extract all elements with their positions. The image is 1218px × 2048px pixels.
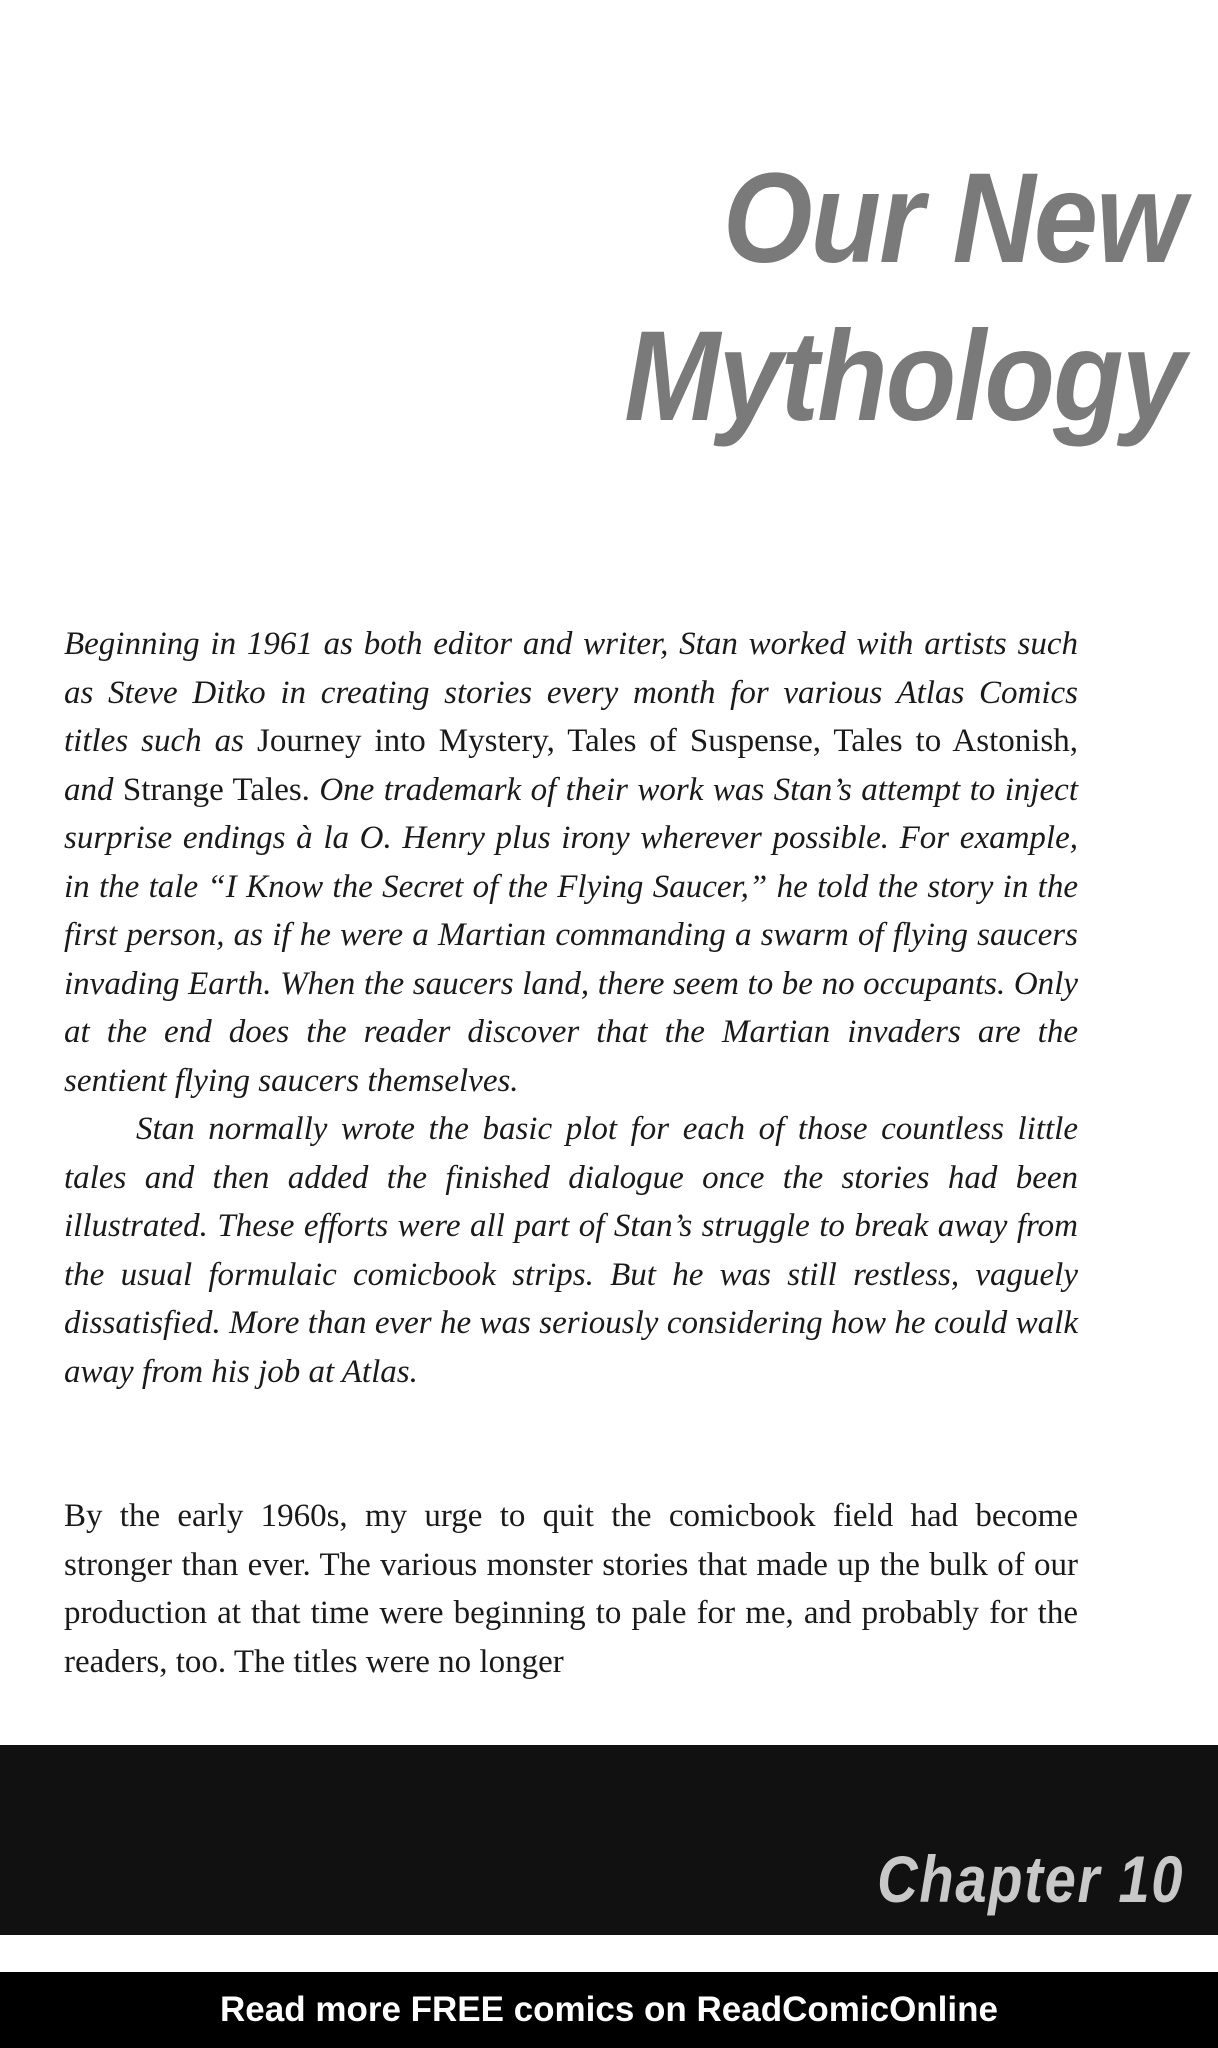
intro-titles-2: Strange Tales. bbox=[122, 771, 310, 808]
intro-text-c: One trademark of their work was Stan’s attempt to inject surprise endings à la O. Henry plus irony wherever possible. For example, in the tale “I Know the Secret of the Flying Saucer,” he told the story in the first person, as if he were a Martian commanding a swarm of flying saucers invading Earth. When the saucers land, there seem to be no occupants. Only at the end does the reader discover that the Martian invaders are the sentient flying saucers themselves. bbox=[64, 771, 1078, 1099]
main-paragraph-1: By the early 1960s, my urge to quit the comicbook field had become stronger than ever. The various monster stories that made up the bulk of our production at that time were beginning to pale for me, and probably for the readers, too. The titles were no longer bbox=[64, 1498, 1078, 1680]
intro-paragraph-2: Stan normally wrote the basic plot for each of those countless little tales and then added the finished dialogue once the stories had been illustrated. These efforts were all part of Stan’s struggle to break away from the usual formulaic comicbook strips. But he was still restless, vaguely dissatisfied. More than ever he was seriously considering how he could walk away from his job at Atlas. bbox=[64, 1111, 1078, 1390]
promo-footer-text[interactable]: Read more FREE comics on ReadComicOnline bbox=[220, 1990, 998, 2029]
chapter-number: Chapter 10 bbox=[877, 1842, 1184, 1916]
chapter-band bbox=[0, 1745, 1218, 1935]
chapter-title bbox=[624, 140, 1184, 456]
intro-paragraph-1 bbox=[64, 620, 1078, 1105]
promo-footer[interactable] bbox=[0, 1972, 1218, 2048]
chapter-title-line-2: Mythology bbox=[624, 305, 1184, 448]
intro-text-b: and bbox=[64, 771, 123, 808]
main-section bbox=[64, 1492, 1078, 1686]
intro-titles-1: Journey into Mystery, Tales of Suspense, Tales to Astonish, bbox=[256, 723, 1078, 759]
intro-section bbox=[64, 620, 1078, 1396]
chapter-title-line-1: Our New bbox=[722, 147, 1184, 290]
intro-text-a: Beginning in 1961 as both editor and writer, Stan worked with artists such as Steve Ditko in creating stories every month for various Atlas Comics titles such as bbox=[64, 626, 1078, 759]
